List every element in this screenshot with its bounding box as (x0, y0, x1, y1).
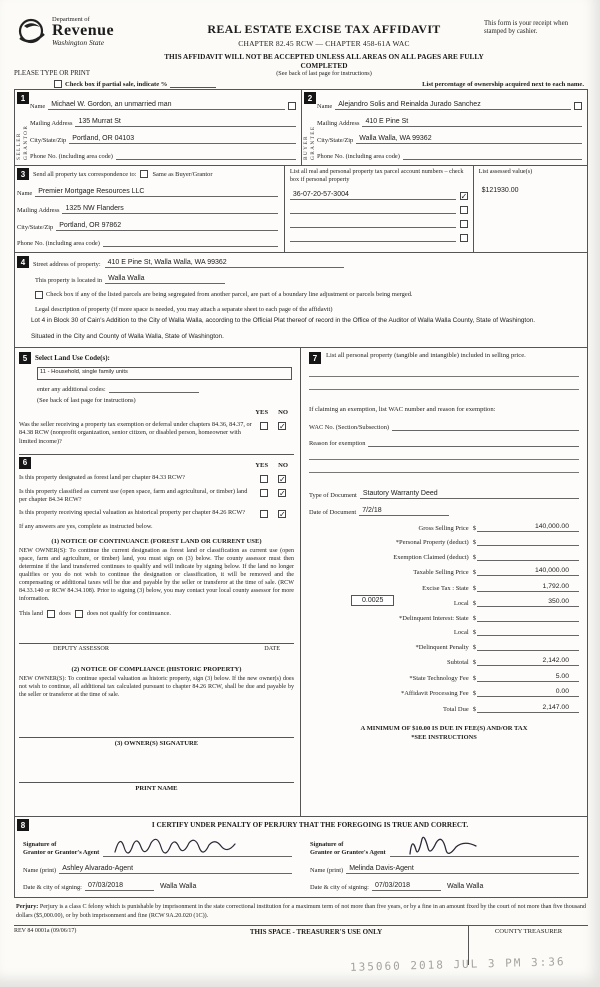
tax-line-total: Total Due $ 2,147.00 (309, 703, 579, 713)
buyer-side-label: BUYER (303, 135, 309, 160)
right-column (301, 348, 587, 816)
buyer-phone-label: Phone No. (including area code) (317, 153, 400, 160)
grantee-date-city-label: Date & city of signing: (310, 884, 369, 892)
legal-description-label: Legal description of property (if more space is needed, you may attach a separate sheet to each page of the affidavit) (35, 306, 333, 313)
s5-question-1: Was the seller receiving a property tax exemption or deferral under chapters 84.36, 84.37, or 84.38 RCW (nonprofit organization, senior citizen, or disabled person, homeowner with limited income)? (19, 421, 252, 445)
s5-q1-yes-checkbox[interactable] (260, 422, 268, 430)
form-title: REAL ESTATE EXCISE TAX AFFIDAVIT (207, 22, 441, 36)
cashier-date-stamp: 135060 2018 JUL 3 PM 3:36 (350, 955, 567, 974)
section-1-badge: 1 (17, 92, 29, 104)
grantee-signature-scribble (398, 832, 508, 858)
grantee-signature-field[interactable] (390, 833, 579, 857)
notice-2-text: NEW OWNER(S): To continue special valuation as historic property, sign (3) below. If the new owner(s) does not wish to continue, all additional tax calculated pursuant to chapter 84.26 RCW, shall be due and payable by the seller or transferor at the time of sale. (19, 675, 294, 698)
section-6-badge: 6 (19, 457, 31, 469)
does-not-label: does not qualify for continuance. (86, 610, 171, 618)
washington-state-label: Washington State (52, 38, 105, 47)
land-use-code-field[interactable]: 11 - Household, single family units (37, 367, 292, 380)
additional-codes-field[interactable] (109, 384, 199, 393)
affidavit-processing-fee-field[interactable]: 0.00 (477, 687, 579, 697)
excise-local-field[interactable]: 350.00 (477, 597, 579, 607)
tax-line-delinq-int-local: Local $ (309, 627, 579, 636)
taxable-selling-price-field[interactable]: 140,000.00 (477, 566, 579, 576)
corr-phone-label: Phone No. (including area code) (17, 240, 100, 247)
personal-property-blank-2[interactable] (309, 377, 579, 390)
print-name-line[interactable] (19, 767, 294, 783)
notice-1-text: NEW OWNER(S): To continue the current designation as forest land or classification as current use (open space, farm and agriculture, or timber) land, you must sign on (3) below. The county assessor must then determine if the land transferred continues to qualify and will indicate by signing below. If the land no longer qualifies or you do not wish to continue the designation or classification, it will be removed and the compensating or additional taxes will be due and payable by the seller or transferor at the time of sale. (RCW 84.33.140 or RCW 84.34.108). Prior to signing (3) below, you may contact your local county assessor for more information. (19, 548, 294, 602)
segregated-label: Check box if any of the listed parcels are being segregated from another parcel, are part of a boundary line adjustment or parcels being merged. (46, 291, 413, 298)
personal-property-deduct-field[interactable] (477, 537, 579, 546)
owner-signature-line[interactable] (19, 722, 294, 738)
doc-type-label: Type of Document (309, 492, 357, 500)
revenue-label: Revenue (52, 22, 115, 39)
tax-correspondence-section (14, 165, 588, 253)
grantee-sig-label-2: Grantee or Grantee's Agent (310, 848, 386, 856)
grantor-signature-field[interactable] (103, 833, 292, 857)
partial-sale-percent-field[interactable] (170, 80, 216, 88)
dor-logo (14, 16, 164, 50)
parcel-numbers-header: List all real and personal property tax parcel account numbers – check box if personal property (289, 168, 464, 183)
notice-1-title: (1) NOTICE OF CONTINUANCE (FOREST LAND OR CURRENT USE) (51, 538, 262, 546)
this-land-label: This land (19, 610, 43, 618)
notice-2-title: (2) NOTICE OF COMPLIANCE (HISTORIC PROPERTY) (71, 665, 242, 673)
tax-line-gross: Gross Selling Price $ 140,000.00 (309, 522, 579, 532)
see-instructions-note: *SEE INSTRUCTIONS (411, 733, 477, 741)
s5-see-back-note: (See back of last page for instructions) (37, 397, 136, 405)
tax-line-processing-fee: *Affidavit Processing Fee $ 0.00 (309, 687, 579, 697)
doc-date-field[interactable]: 7/2/18 (359, 506, 449, 516)
seller-percent-checkbox[interactable] (288, 102, 296, 110)
excise-state-field[interactable]: 1,792.00 (477, 582, 579, 592)
print-name-label: PRINT NAME (135, 784, 178, 792)
located-in-field[interactable]: Walla Walla (105, 274, 225, 284)
buyer-mailing-label: Mailing Address (317, 120, 360, 127)
tax-line-delinq-int-state: *Delinquent Interest: State $ (309, 613, 579, 622)
corr-name-label: Name (17, 190, 33, 197)
grantor-signature-scribble (111, 832, 241, 858)
parcel-number-field-2[interactable] (290, 206, 456, 214)
buyer-percent-checkbox[interactable] (574, 102, 582, 110)
located-in-label: This property is located in (35, 277, 103, 284)
s6-q1-yes-checkbox[interactable] (260, 475, 268, 483)
parcel-number-field-4[interactable] (290, 234, 456, 242)
reason-blank-1[interactable] (309, 447, 579, 460)
buyer-mailing-field[interactable]: 410 E Pine St (362, 117, 582, 127)
parcel-3-personal-checkbox[interactable] (460, 220, 468, 228)
rev-number: REV 84 0001a (09/06/17) (14, 927, 77, 934)
partial-sale-checkbox[interactable] (54, 80, 62, 88)
grantor-name-print-label: Name (print) (23, 867, 57, 875)
delinquent-interest-state-field[interactable] (477, 613, 579, 622)
corr-csz-field[interactable]: Portland, OR 97862 (56, 221, 278, 231)
receipt-note: This form is your receipt when stamped by cashier. (484, 20, 568, 36)
exemption-claimed-field[interactable] (477, 552, 579, 561)
does-label: does (58, 610, 71, 618)
s6-question-1: Is this property designated as forest land per chapter 84.33 RCW? (19, 473, 185, 481)
segregated-checkbox[interactable] (35, 291, 43, 299)
s6-q3-yes-checkbox[interactable] (260, 510, 268, 518)
deputy-date-label: DATE (264, 644, 280, 652)
corr-name-field[interactable]: Premier Mortgage Resources LLC (35, 187, 278, 197)
section-2-badge: 2 (304, 92, 316, 104)
corr-phone-field[interactable] (103, 238, 278, 247)
buyer-name-field[interactable]: Alejandro Solis and Reinalda Jurado Sanchez (335, 100, 571, 110)
buyer-name-label: Name (317, 103, 333, 110)
s6-question-2: Is this property classified as current use (open space, farm and agricultural, or timber) land per chapter 84.34 RCW? (19, 487, 248, 503)
deputy-assessor-label: DEPUTY ASSESSOR (53, 644, 109, 652)
s6-yes-header: YES (255, 461, 269, 469)
left-column (15, 348, 301, 816)
perjury-text: Perjury is a class C felony which is punishable by imprisonment in the state correctional institution for a maximum term of not more than five years, or by a fine in an amount fixed by the court of not more than five thousand dollars ($5,000.00), or by both imprisonment and fine (RCW 9A.20.020 (1C)). (16, 904, 586, 919)
if-yes-note: If any answers are yes, complete as instructed below. (19, 523, 153, 531)
deputy-assessor-signature-line[interactable] (19, 628, 294, 644)
street-address-field[interactable]: 410 E Pine St, Walla Walla, WA 99362 (105, 258, 344, 268)
corr-mailing-field[interactable]: 1325 NW Flanders (62, 204, 277, 214)
exemption-label: If claiming an exemption, list WAC number and reason for exemption: (309, 406, 496, 414)
certification-section (14, 816, 588, 898)
state-technology-fee-field[interactable]: 5.00 (477, 672, 579, 682)
assessed-value-field[interactable]: $121930.00 (481, 186, 519, 194)
parcel-1-personal-checkbox[interactable]: ✓ (460, 191, 468, 201)
grantee-sig-label-1: Signature of (310, 840, 344, 848)
perjury-bold: Perjury: (16, 904, 39, 911)
grantor-name-print-field[interactable]: Ashley Alvarado-Agent (59, 864, 292, 874)
s6-no-header: NO (278, 461, 288, 469)
local-rate-field[interactable]: 0.0025 (351, 595, 394, 606)
s5-yes-header: YES (255, 409, 269, 417)
s6-q3-no-checkbox[interactable]: ✓ (279, 510, 286, 520)
minimum-due-note: A MINIMUM OF $10.00 IS DUE IN FEE(S) AND/OR TAX (360, 724, 528, 732)
legal-situated-text: Situated in the City and County of Walla Walla, State of Washington. (31, 332, 224, 340)
grantor-city-field[interactable]: Walla Walla (159, 883, 197, 891)
tax-line-tech-fee: *State Technology Fee $ 5.00 (309, 672, 579, 682)
seller-side-label: SELLER (16, 132, 22, 160)
wac-label: WAC No. (Section/Subsection) (309, 424, 390, 432)
header (14, 16, 588, 50)
county-treasurer-label: COUNTY TREASURER (468, 926, 588, 965)
grantee-city-field[interactable]: Walla Walla (446, 883, 484, 891)
seller-csz-label: City/State/Zip (30, 137, 67, 144)
land-use-title: Select Land Use Code(s): (35, 354, 110, 363)
parcel-4-personal-checkbox[interactable] (460, 234, 468, 242)
please-type-label: PLEASE TYPE OR PRINT (14, 70, 90, 77)
corr-mailing-label: Mailing Address (17, 207, 60, 214)
land-does-checkbox[interactable] (47, 610, 55, 618)
property-description-section (14, 252, 588, 348)
reason-field[interactable] (368, 438, 579, 447)
section-5-badge: 5 (19, 352, 31, 364)
chapter-line: CHAPTER 82.45 RCW — CHAPTER 458-61A WAC (238, 39, 410, 48)
personal-property-label: List all personal property (tangible and intangible) included in selling price. (326, 352, 526, 360)
seller-mailing-field[interactable]: 135 Murrat St (75, 117, 296, 127)
seller-mailing-label: Mailing Address (30, 120, 73, 127)
buyer-csz-label: City/State/Zip (317, 137, 354, 144)
seller-csz-field[interactable]: Portland, OR 04103 (69, 134, 296, 144)
see-back-note: (See back of last page for instructions) (276, 70, 372, 77)
parties-section (14, 89, 588, 166)
tax-line-subtotal: Subtotal $ 2,142.00 (309, 656, 579, 666)
seller-section (15, 90, 301, 165)
treasurer-space-label: THIS SPACE - TREASURER'S USE ONLY (249, 927, 383, 936)
ownership-note: List percentage of ownership acquired next to each name. (422, 81, 584, 88)
total-due-field[interactable]: 2,147.00 (477, 703, 579, 713)
doc-date-label: Date of Document (309, 509, 357, 517)
tax-line-excise-local: 0.0025 Local $ 350.00 (309, 597, 579, 607)
grantor-sig-label-1: Signature of (23, 840, 57, 848)
s6-question-3: Is this property receiving special valuation as historical property per chapter 84.26 RCW? (19, 509, 246, 517)
dor-swirl-icon (14, 16, 48, 50)
gross-selling-price-field[interactable]: 140,000.00 (477, 522, 579, 532)
dept-of-label: Department of (52, 16, 90, 23)
section-7-badge: 7 (309, 352, 321, 364)
owner-signature-label: (3) OWNER(S) SIGNATURE (114, 739, 199, 747)
tax-line-taxable: Taxable Selling Price $ 140,000.00 (309, 566, 579, 576)
certify-statement: I CERTIFY UNDER PENALTY OF PERJURY THAT THE FOREGOING IS TRUE AND CORRECT. (151, 821, 469, 830)
grantor-sig-label-2: Grantor or Grantor's Agent (23, 848, 100, 856)
tax-line-excise-state: Excise Tax : State $ 1,792.00 (309, 582, 579, 592)
delinquent-interest-local-field[interactable] (477, 627, 579, 636)
wac-field[interactable] (392, 422, 579, 431)
s5-no-header: NO (278, 409, 288, 417)
doc-type-field[interactable]: Stautory Warranty Deed (360, 489, 579, 499)
assessed-value-header: List assessed value(s) (478, 168, 533, 175)
tax-line-personal: *Personal Property (deduct) $ (309, 537, 579, 546)
seller-name-label: Name (30, 103, 46, 110)
corr-csz-label: City/State/Zip (17, 224, 54, 231)
send-correspondence-label: Send all property tax correspondence to: (33, 170, 137, 178)
same-as-buyer-label: Same as Buyer/Grantor (152, 170, 213, 178)
seller-phone-label: Phone No. (including area code) (30, 153, 113, 160)
grantor-date-city-label: Date & city of signing: (23, 884, 82, 892)
s5-q1-no-checkbox[interactable]: ✓ (279, 422, 286, 432)
seller-name-field[interactable]: Michael W. Gordon, an unmarried man (48, 100, 285, 110)
partial-sale-label: Check box if partial sale, indicate % (65, 80, 168, 88)
grantee-date-field[interactable]: 07/03/2018 (372, 881, 441, 891)
reason-label: Reason for exemption (309, 440, 366, 448)
buyer-csz-field[interactable]: Walla Walla, WA 99362 (356, 134, 582, 144)
buyer-phone-field[interactable] (403, 151, 582, 160)
perjury-paragraph (14, 903, 588, 919)
buyer-section (301, 90, 587, 165)
land-does-not-checkbox[interactable] (75, 610, 83, 618)
grantee-side-label: GRANTEE (310, 125, 316, 160)
personal-property-blank-1[interactable] (309, 364, 579, 377)
s6-q1-no-checkbox[interactable]: ✓ (279, 474, 286, 484)
middle-columns (14, 347, 588, 817)
additional-codes-label: enter any additional codes: (37, 386, 106, 394)
reason-blank-2[interactable] (309, 460, 579, 473)
s6-q2-no-checkbox[interactable]: ✓ (279, 488, 286, 498)
tax-line-delinq-penalty: *Delinquent Penalty $ (309, 642, 579, 651)
section-8-badge: 8 (17, 819, 29, 831)
s6-q2-yes-checkbox[interactable] (260, 489, 268, 497)
subtotal-field[interactable]: 2,142.00 (477, 656, 579, 666)
legal-description-text: Lot 4 in Block 30 of Cain's Addition to the City of Walla Walla, according to the Official Plat thereof of record in the Office of the Auditor of Walla Walla County, State of Washington. (31, 317, 536, 324)
parcel-number-field[interactable]: 36-07-20-57-3004 (290, 190, 456, 200)
street-address-label: Street address of property: (33, 261, 101, 268)
grantee-name-print-label: Name (print) (310, 867, 344, 875)
grantor-date-field[interactable]: 07/03/2018 (85, 881, 154, 891)
warning-line: THIS AFFIDAVIT WILL NOT BE ACCEPTED UNLESS ALL AREAS ON ALL PAGES ARE FULLY COMPLETED (164, 52, 484, 70)
grantee-name-print-field[interactable]: Melinda Davis-Agent (346, 864, 579, 874)
delinquent-penalty-field[interactable] (477, 642, 579, 651)
seller-phone-field[interactable] (116, 151, 296, 160)
parcel-2-personal-checkbox[interactable] (460, 206, 468, 214)
grantor-side-label: GRANTOR (23, 124, 29, 160)
section-4-badge: 4 (17, 256, 29, 268)
tax-line-exemption: Exemption Claimed (deduct) $ (309, 552, 579, 561)
parcel-number-field-3[interactable] (290, 220, 456, 228)
same-as-buyer-checkbox[interactable] (140, 170, 148, 178)
section-3-badge: 3 (17, 168, 29, 180)
